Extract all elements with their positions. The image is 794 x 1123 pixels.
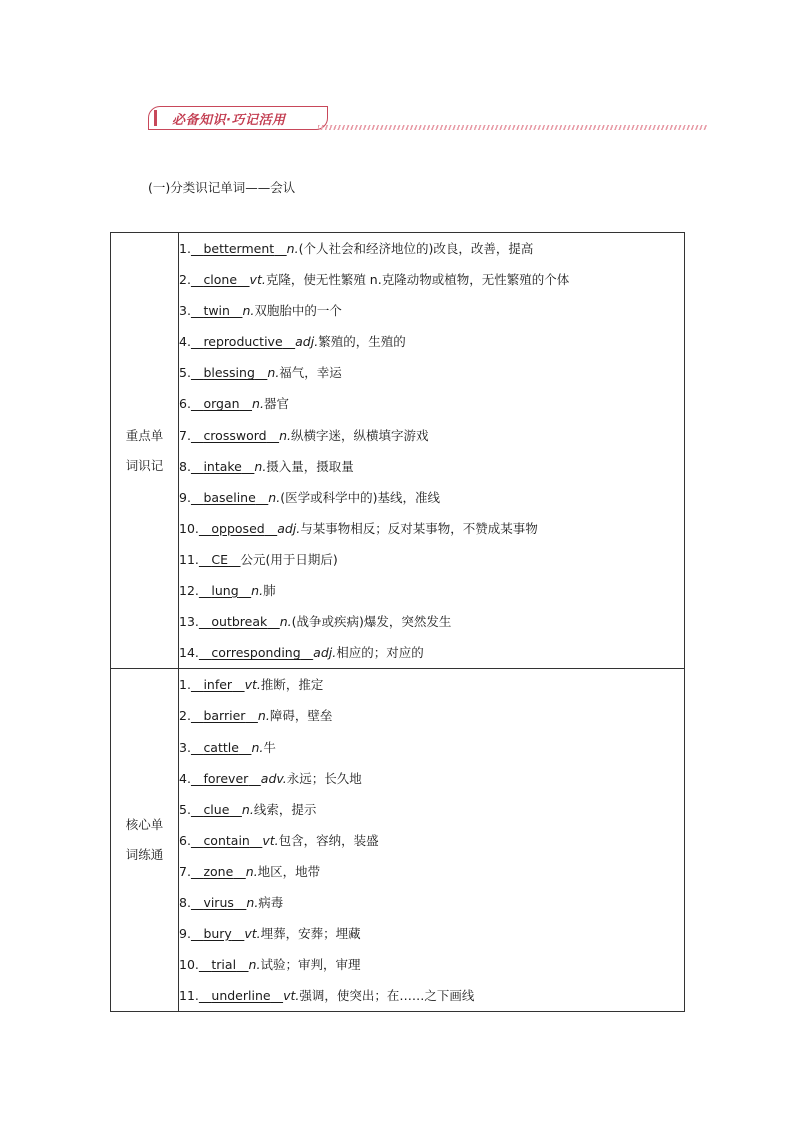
answer-blank [191,887,246,918]
group-label-cell [111,669,179,1012]
part-of-speech: adj. [295,334,319,350]
answer-blank [191,482,268,513]
part-of-speech: adj. [277,520,301,536]
part-of-speech: n. [242,303,255,319]
answer-word: outbreak [211,614,268,630]
answer-blank [199,637,313,668]
answer-blank [191,763,261,794]
answer-blank [199,544,241,575]
definition: 福气，幸运 [279,365,342,381]
part-of-speech: n. [279,614,292,630]
definition: 障碍，壁垒 [269,708,333,724]
item-number: 3. [179,739,191,755]
part-of-speech: n. [245,863,258,879]
definition: (医学或科学中的)基线，准线 [280,489,440,505]
item-number: 9. [179,489,191,505]
vocab-item [179,295,684,326]
answer-word: clue [203,801,230,817]
part-of-speech: vt. [283,988,300,1004]
answer-blank [191,732,252,763]
answer-word: CE [211,551,229,567]
item-number: 3. [179,303,191,319]
definition: 试验；审判，审理 [260,957,361,973]
vocab-item [179,513,684,544]
vocab-item [179,575,684,606]
group-label-line: 词练通 [125,847,164,863]
answer-word: forever [203,770,249,786]
item-number: 1. [179,677,191,693]
item-number: 4. [179,770,191,786]
definition: 相应的；对应的 [336,645,424,661]
answer-word: blessing [203,365,255,381]
answer-blank [191,918,244,949]
vocab-item [179,233,684,264]
answer-word: infer [203,677,233,693]
part-of-speech: n. [286,241,299,256]
answer-word: contain [203,832,250,848]
answer-blank [191,669,245,700]
item-number: 14. [179,645,199,661]
definition: 克隆，使无性繁殖 n.克隆动物或植物，无性繁殖的个体 [265,272,570,288]
part-of-speech: vt. [244,677,261,693]
vocab-item [179,856,684,887]
vocab-item [179,949,684,980]
item-number: 2. [179,272,191,288]
answer-word: bury [203,926,232,942]
answer-blank [191,856,246,887]
item-number: 6. [179,832,191,848]
answer-word: barrier [203,708,246,724]
section-banner [148,106,708,134]
banner-stripe-decoration [318,125,708,130]
definition: 摄入量，摄取量 [266,458,354,474]
part-of-speech: n. [241,801,254,817]
definition: 牛 [263,739,276,755]
item-number: 5. [179,365,191,381]
vocab-item [179,669,684,700]
vocab-item [179,606,684,637]
part-of-speech: n. [267,365,280,381]
definition: (战争或疾病)爆发，突然发生 [291,614,452,630]
item-number: 8. [179,458,191,474]
item-number: 8. [179,894,191,910]
part-of-speech: adj. [313,645,337,661]
part-of-speech: n. [268,489,281,505]
definition: 繁殖的，生殖的 [318,334,406,350]
definition: 病毒 [258,894,284,910]
answer-word: virus [203,894,234,910]
definition: 线索，提示 [253,801,317,817]
vocab-item [179,732,684,763]
part-of-speech: n. [246,894,259,910]
answer-blank [191,825,262,856]
definition: 纵横字迷，纵横填字游戏 [290,427,429,443]
item-number: 2. [179,708,191,724]
part-of-speech: n. [248,957,261,973]
answer-blank [199,980,283,1011]
answer-blank [199,949,249,980]
answer-blank [191,420,279,451]
item-number: 11. [179,551,199,567]
part-of-speech: n. [251,739,264,755]
item-number: 4. [179,334,191,350]
definition: 与某事物相反；反对某事物，不赞成某事物 [300,520,538,536]
item-number: 7. [179,863,191,879]
part-of-speech: n. [252,396,264,412]
vocab-item [179,420,684,451]
section-heading: (一)分类识记单词——会认 [148,180,296,195]
answer-blank [191,357,267,388]
answer-word: twin [203,303,230,319]
group-items-cell [179,233,685,669]
vocabulary-table [110,232,685,1012]
answer-blank [191,794,242,825]
vocab-item [179,763,684,794]
vocab-item [179,980,684,1011]
definition: 埋葬，安葬；埋藏 [260,926,361,942]
banner-title: 必备知识·巧记活用 [172,113,286,128]
item-number: 7. [179,427,191,443]
group-label-line: 重点单 [125,427,164,443]
item-number: 9. [179,926,191,942]
answer-blank [191,264,250,295]
answer-word: trial [211,957,237,973]
vocab-item [179,700,684,731]
item-number: 6. [179,396,191,412]
answer-blank [199,575,251,606]
definition: 双胞胎中的一个 [254,303,342,319]
item-number: 11. [179,988,199,1004]
item-number: 13. [179,614,199,630]
vocab-item [179,264,684,295]
definition: 强调，使突出；在……之下画线 [299,988,475,1004]
vocab-item [179,482,684,513]
answer-word: organ [203,396,240,412]
definition: (个人社会和经济地位的)改良，改善，提高 [298,241,534,256]
vocab-item [179,637,684,668]
answer-blank [199,513,277,544]
definition: 公元(用于日期后) [240,551,338,567]
vocab-item [179,825,684,856]
answer-word: crossword [203,427,267,443]
part-of-speech: n. [279,427,291,443]
vocab-group-row [111,233,685,669]
item-number: 10. [179,957,199,973]
part-of-speech: adv. [260,770,287,786]
vocab-item [179,326,684,357]
answer-word: opposed [211,520,265,536]
group-label-line: 核心单 [125,817,164,833]
vocab-item [179,918,684,949]
definition: 器官 [263,396,289,412]
answer-word: betterment [203,241,275,256]
answer-word: underline [211,988,271,1004]
group-label-line: 词识记 [125,457,164,473]
answer-blank [191,451,254,482]
definition: 肺 [263,583,276,599]
part-of-speech: n. [257,708,270,724]
definition: 地区，地带 [257,863,321,879]
answer-blank [191,388,252,419]
vocab-item [179,887,684,918]
answer-blank [191,326,295,357]
answer-word: clone [203,272,238,288]
answer-word: corresponding [211,645,301,661]
answer-blank [191,700,258,731]
part-of-speech: vt. [262,832,279,848]
answer-word: zone [203,863,234,879]
answer-blank [191,295,243,326]
definition: 推断，推定 [260,677,324,693]
vocab-group-row [111,669,685,1012]
vocab-item [179,451,684,482]
answer-blank [191,233,287,264]
answer-blank [199,606,280,637]
answer-word: lung [211,583,239,599]
item-number: 5. [179,801,191,817]
part-of-speech: vt. [244,926,261,942]
answer-word: cattle [203,739,239,755]
definition: 永远；长久地 [286,770,362,786]
part-of-speech: n. [251,583,264,599]
answer-word: intake [203,458,242,474]
item-number: 1. [179,241,191,256]
vocab-item [179,357,684,388]
vocab-item [179,794,684,825]
group-items-cell [179,669,685,1012]
vocab-item [179,544,684,575]
part-of-speech: n. [254,458,267,474]
item-number: 12. [179,583,199,599]
answer-word: baseline [203,489,256,505]
part-of-speech: vt. [249,272,266,288]
answer-word: reproductive [203,334,283,350]
group-label-cell [111,233,179,669]
vocab-item [179,388,684,419]
item-number: 10. [179,520,199,536]
definition: 包含，容纳，装盛 [278,832,379,848]
